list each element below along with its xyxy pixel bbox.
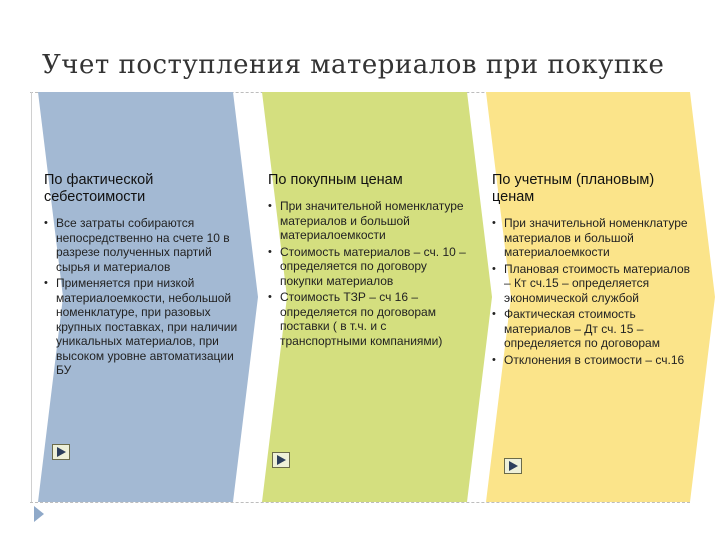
list-item: • Все затраты собираются непосредственно на счете 10 в разрезе полученных партий сырья и материалов: [44, 216, 244, 274]
list-item: • Фактическая стоимость материалов – Дт сч. 15 – определяется по договорам: [492, 307, 692, 351]
column-planned-prices: [492, 172, 692, 369]
column-actual-cost: [44, 172, 244, 380]
play-icon: [277, 455, 286, 465]
bullet-list: [44, 216, 244, 378]
list-item: • Применяется при низкой материалоемкости, небольшой номенклатуре, при разовых крупных поставках, при наличии уникальных материалов, при высоком уровне автоматизации БУ: [44, 276, 244, 378]
list-item: • Стоимость ТЗР – сч 16 – определяется по договорам поставки ( в т.ч. и с транспортными компаниями): [268, 290, 468, 348]
column-purchase-prices: [268, 172, 468, 350]
bullet-list: [492, 216, 692, 367]
list-item: • Стоимость материалов – сч. 10 – определяется по договору покупки материалов: [268, 245, 468, 289]
list-item: • При значительной номенклатуре материалов и большой материалоемкости: [268, 199, 468, 243]
column-heading: По покупным ценам: [268, 172, 403, 188]
column-heading: По учетным (плановым) ценам: [492, 172, 655, 205]
play-icon: [57, 447, 66, 457]
list-item: • При значительной номенклатуре материалов и большой материалоемкости: [492, 216, 692, 260]
corner-arrow-icon: [34, 506, 44, 522]
list-item: • Плановая стоимость материалов – Кт сч.15 – определяется экономической службой: [492, 262, 692, 306]
column-heading: По фактической себестоимости: [44, 172, 154, 205]
play-button-1[interactable]: [52, 444, 70, 460]
bottom-divider: [30, 502, 690, 503]
list-item: • Отклонения в стоимости – сч.16: [492, 353, 692, 368]
slide-title: Учет поступления материалов при покупке: [42, 50, 665, 80]
play-icon: [509, 461, 518, 471]
bullet-list: [268, 199, 468, 348]
play-button-2[interactable]: [272, 452, 290, 468]
play-button-3[interactable]: [504, 458, 522, 474]
